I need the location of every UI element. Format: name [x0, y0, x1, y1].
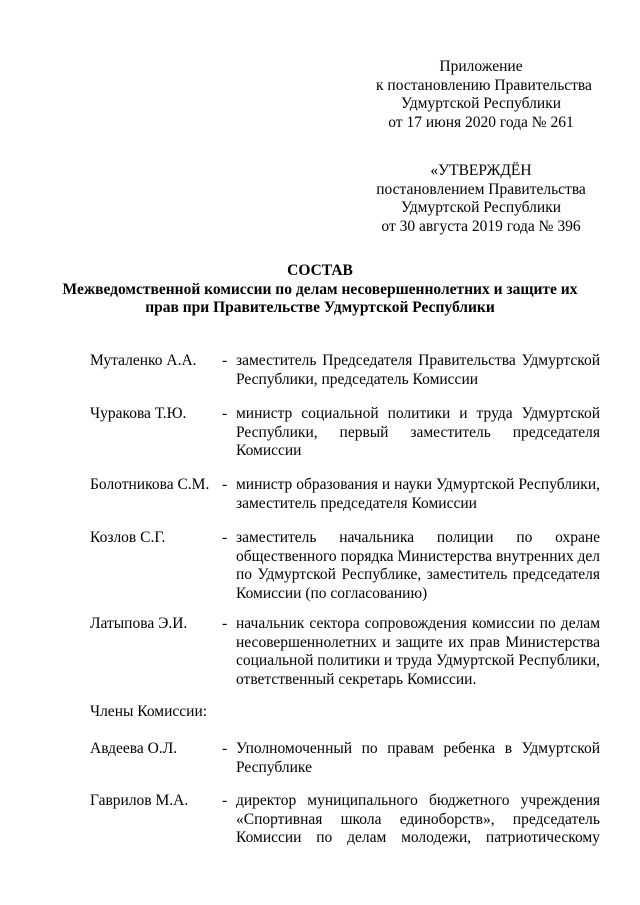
document-title	[30, 262, 610, 318]
member-name: Гаврилов М.А.	[90, 792, 189, 809]
description-line: Республике	[236, 758, 312, 776]
description-line: Республики, председатель Комиссии	[236, 370, 479, 388]
member-name: Чуракова Т.Ю.	[90, 405, 187, 422]
description-line: общественного порядка Министерства внутренних дел	[236, 547, 600, 565]
member-description	[236, 529, 600, 603]
approved-line: постановлением Правительства	[376, 180, 586, 198]
member-name: Муталенко А.А.	[90, 352, 197, 369]
description-line: Комиссии по делам молодежи, патриотическому	[236, 829, 600, 846]
members-label: Члены Комиссии:	[90, 703, 208, 720]
member-dash: -	[222, 740, 228, 757]
appendix-block	[376, 58, 592, 132]
member-description	[236, 740, 600, 777]
approved-block	[376, 162, 586, 236]
approved-line: от 30 августа 2019 года № 396	[381, 217, 581, 235]
member-name: Авдеева О.Л.	[90, 740, 178, 757]
member-dash: -	[222, 792, 228, 809]
description-line: «Спортивная школа единоборств», председатель	[236, 810, 600, 828]
member-dash: -	[222, 615, 228, 632]
description-line: по Удмуртской Республике, заместитель председателя	[236, 566, 600, 583]
member-name: Болотникова С.М.	[90, 476, 210, 493]
title-line-1: Межведомственной комиссии по делам несовершеннолетних и защите их	[62, 280, 578, 298]
title-line-2: прав при Правительстве Удмуртской Республики	[145, 299, 495, 316]
description-line: заместитель председателя Комиссии	[236, 494, 477, 512]
description-line: Комиссии (по согласованию)	[236, 584, 428, 602]
description-line: заместитель Председателя Правительства Удмуртской	[236, 352, 600, 369]
description-line: ответственный секретарь Комиссии.	[236, 670, 477, 688]
member-description	[236, 352, 600, 389]
approved-line: Удмуртской Республики	[400, 199, 562, 216]
appendix-line: от 17 июня 2020 года № 261	[388, 113, 574, 131]
appendix-line: к постановлению Правительства	[376, 76, 592, 94]
title-heading: СОСТАВ	[287, 262, 353, 279]
description-line: начальник сектора сопровождения комиссии по делам	[236, 615, 600, 632]
member-name: Латыпова Э.И.	[90, 615, 188, 632]
description-line: Комиссии	[236, 442, 302, 459]
member-dash: -	[222, 529, 228, 546]
member-description	[236, 476, 600, 513]
member-dash: -	[222, 476, 228, 493]
member-description	[236, 792, 600, 848]
description-line: директор муниципального бюджетного учреждения	[236, 792, 600, 809]
description-line: министр социальной политики и труда Удмуртской	[236, 405, 600, 422]
appendix-line: Удмуртской Республики	[400, 95, 562, 112]
description-line: министр образования и науки Удмуртской Республики,	[236, 476, 600, 493]
member-dash: -	[222, 405, 228, 422]
description-line: социальной политики и труда Удмуртской Республики,	[236, 652, 600, 669]
member-description	[236, 405, 600, 461]
member-dash: -	[222, 352, 228, 369]
member-description	[236, 615, 600, 689]
appendix-line: Приложение	[439, 58, 523, 75]
description-line: Уполномоченный по правам ребенка в Удмуртской	[236, 740, 600, 757]
description-line: Республики, первый заместитель председателя	[236, 423, 600, 441]
member-name: Козлов С.Г.	[90, 529, 166, 546]
approved-line: «УТВЕРЖДЁН	[430, 162, 532, 179]
description-line: несовершеннолетних и защите их прав Министерства	[236, 633, 600, 651]
description-line: заместитель начальника полиции по охране	[236, 529, 600, 546]
